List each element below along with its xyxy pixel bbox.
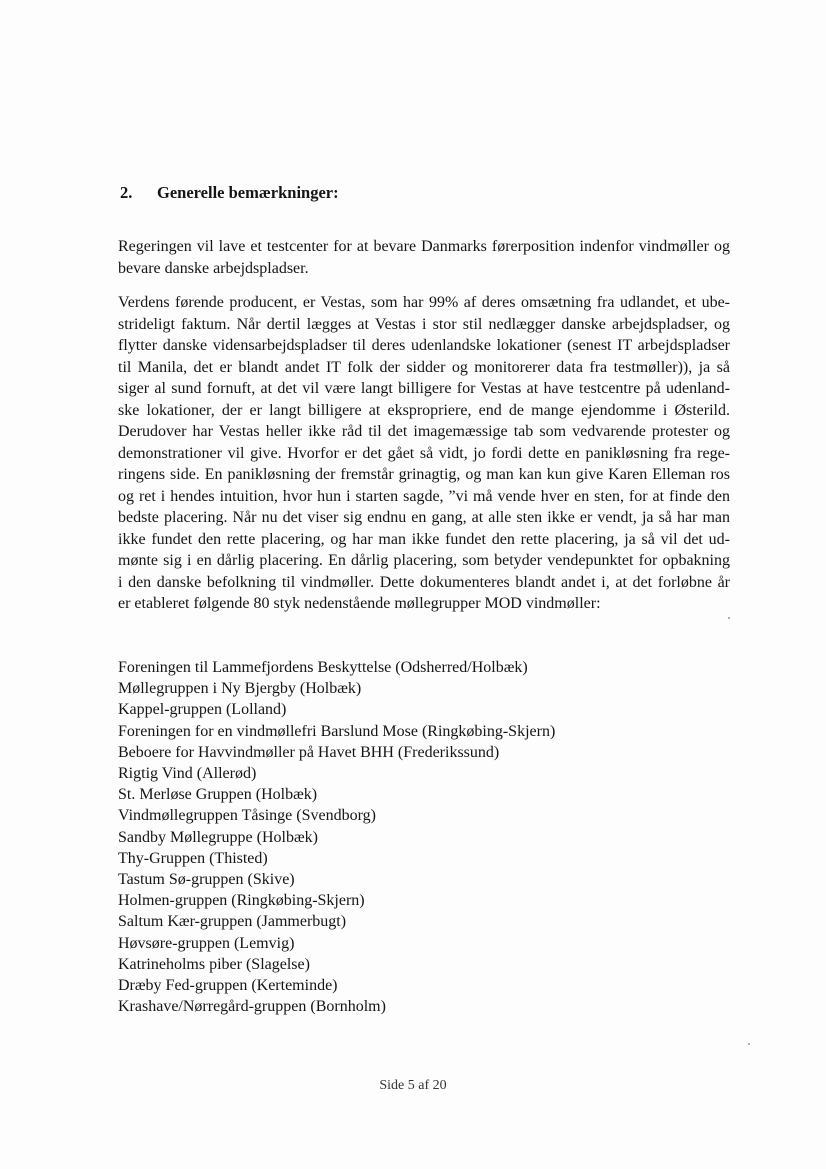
list-item: Krashave/Nørregård-gruppen (Bornholm)	[118, 998, 386, 1016]
paragraph-line: er etableret følgende 80 styk nedenstående møllegrupper MOD vindmøller:	[118, 595, 601, 612]
section-title: Generelle bemærkninger:	[157, 183, 339, 202]
paragraph-intro	[118, 236, 730, 279]
section-number: 2.	[120, 183, 133, 202]
paragraph-line: Verdens førende producent, er Vestas, som har 99% af deres omsætning fra udlandet, et ube-	[118, 294, 730, 311]
paragraph-line: strideligt faktum. Når dertil lægges at Vestas i stor stil nedlægger danske arbejdspladser, og	[118, 315, 730, 333]
list-item: Foreningen for en vindmøllefri Barslund Mose (Ringkøbing-Skjern)	[118, 722, 556, 740]
section-heading	[120, 183, 339, 203]
paragraph-line: til Manila, det er blandt andet IT folk der sidder og monitorerer data fra testmøller)), ja så	[118, 358, 730, 376]
list-item: Beboere for Havvindmøller på Havet BHH (Frederikssund)	[118, 743, 500, 761]
page-number: Side 5 af 20	[379, 1078, 447, 1093]
list-item: Saltum Kær-gruppen (Jammerbugt)	[118, 913, 347, 931]
paragraph-line: ringens side. En panikløsning der fremstår grinagtig, og man kan kun give Karen Elleman ros	[118, 466, 730, 483]
list-item: Foreningen til Lammefjordens Beskyttelse (Odsherred/Holbæk)	[118, 659, 528, 676]
scan-speck	[748, 1043, 750, 1045]
paragraph-line: ske lokationer, der er langt billigere at ekspropriere, end de mange ejendomme i Østerild.	[118, 401, 730, 419]
list-item: Høvsøre-gruppen (Lemvig)	[118, 934, 295, 952]
paragraph-line: siger al sund fornuft, at det vil være langt billigere for Vestas at have testcentre på udenland-	[118, 380, 730, 397]
list-item: Katrineholms piber (Slagelse)	[118, 955, 310, 973]
paragraph-vestas	[118, 292, 730, 615]
paragraph-line: flytter danske vidensarbejdspladser til deres udenlandske lokationer (senest IT arbejdspladser	[118, 337, 730, 354]
paragraph-line: Derudover har Vestas heller ikke råd til det imagemæssige tab som vedvarende protester og	[118, 423, 730, 440]
list-item: Holmen-gruppen (Ringkøbing-Skjern)	[118, 892, 365, 910]
group-list	[118, 657, 555, 1017]
list-item: Tastum Sø-gruppen (Skive)	[118, 871, 295, 889]
scan-speck	[728, 617, 730, 619]
list-item: St. Merløse Gruppen (Holbæk)	[118, 786, 318, 804]
list-item: Dræby Fed-gruppen (Kerteminde)	[118, 977, 338, 995]
paragraph-line: og ret i hendes intuition, hvor hun i starten sagde, ”vi må vende hver en sten, for at finde den	[118, 487, 730, 505]
paragraph-line: i den danske befolkning til vindmøller. Dette dokumenteres blandt andet i, at det forløbne år	[118, 573, 730, 591]
paragraph-line: Regeringen vil lave et testcenter for at bevare Danmarks førerposition indenfor vindmøller og	[118, 238, 730, 255]
list-item: Sandby Møllegruppe (Holbæk)	[118, 828, 318, 846]
paragraph-line: demonstrationer vil give. Hvorfor er det gået så vidt, jo fordi dette en panikløsning fra rege-	[118, 444, 730, 462]
list-item: Møllegruppen i Ny Bjergby (Holbæk)	[118, 680, 362, 698]
list-item: Kappel-gruppen (Lolland)	[118, 701, 287, 719]
paragraph-line: bevare danske arbejdspladser.	[118, 259, 309, 277]
paragraph-line: bedste placering. Når nu det viser sig endnu en gang, at alle sten ikke er vendt, ja så har man	[118, 509, 730, 526]
list-item: Thy-Gruppen (Thisted)	[118, 849, 268, 867]
list-item: Vindmøllegruppen Tåsinge (Svendborg)	[118, 807, 376, 825]
list-item: Rigtig Vind (Allerød)	[118, 765, 257, 783]
paragraph-line: mønte sig i en dårlig placering. En dårlig placering, som betyder vendepunktet for opbakning	[118, 552, 730, 569]
paragraph-line: ikke fundet den rette placering, og har man ikke fundet den rette placering, ja så vil det ud-	[118, 530, 730, 548]
